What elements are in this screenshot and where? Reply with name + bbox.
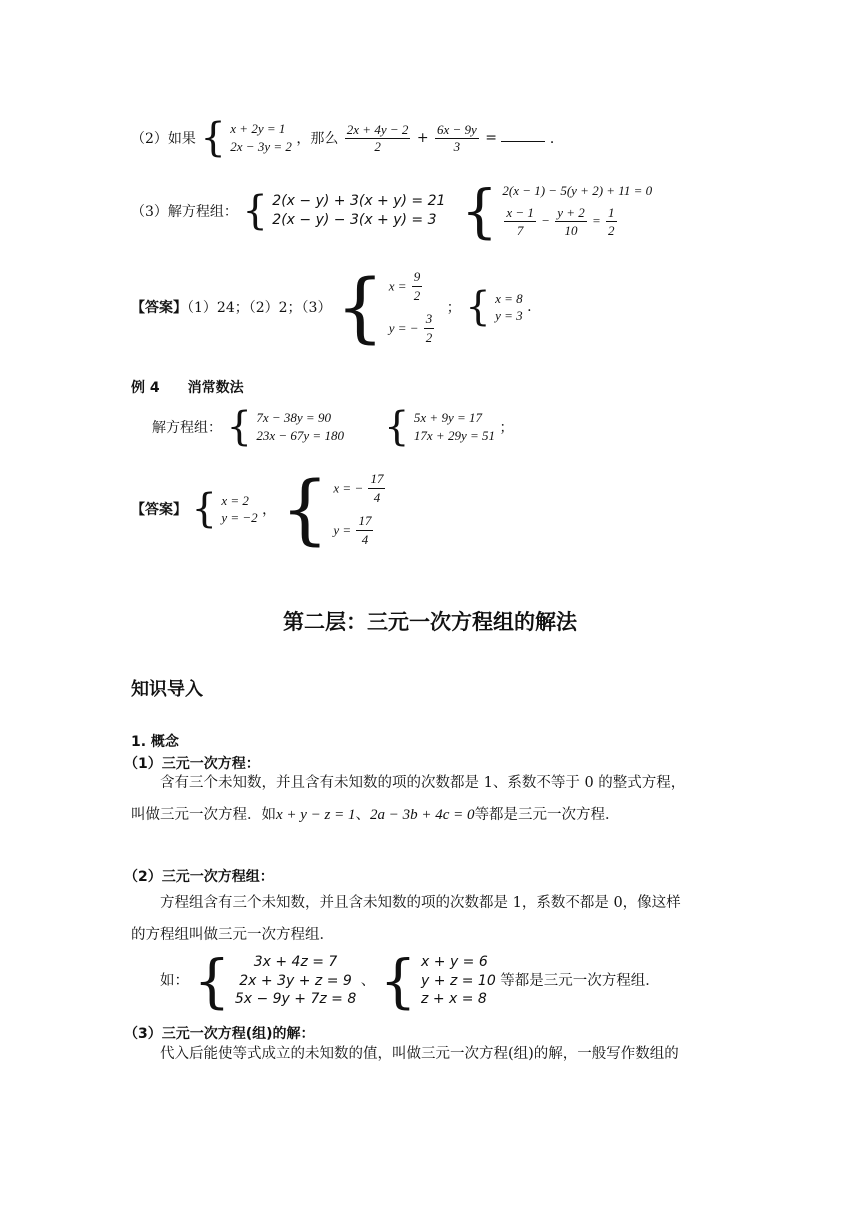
fraction-numerator: x − 1 xyxy=(506,204,534,220)
equation-system-b xyxy=(461,177,653,245)
equation: 2(x − y) − 3(x + y) = 3 xyxy=(272,212,437,228)
separator: 、 xyxy=(355,807,371,823)
answer-text: （1）24；（2）2；（3） xyxy=(187,300,332,317)
brace: { xyxy=(280,464,329,554)
equation-system xyxy=(414,409,495,444)
equation-lhs: y = − xyxy=(388,320,419,336)
fraction xyxy=(424,310,435,346)
solution-line xyxy=(389,310,437,346)
period: ． xyxy=(549,131,564,147)
equals-sign: = xyxy=(591,212,601,228)
question-3 xyxy=(131,188,446,234)
question-2 xyxy=(131,115,564,161)
fraction-denominator: 10 xyxy=(555,221,587,240)
solution-line xyxy=(333,470,387,506)
equation: 17x + 29y = 51 xyxy=(413,428,495,443)
subheading-2: （2）三元一次方程组： xyxy=(124,869,274,885)
inline-equation: 2a − 3b + 4c = 0 xyxy=(370,807,475,823)
equation: 2(x − 1) − 5(y + 2) + 11 = 0 xyxy=(502,183,653,199)
equation-system xyxy=(256,409,344,444)
brace: { xyxy=(226,404,252,450)
equation-system xyxy=(230,120,292,155)
fraction-denominator: 3 xyxy=(435,138,479,155)
brace: { xyxy=(461,177,498,245)
separator: ； xyxy=(499,420,514,436)
solution-line: x = 8 xyxy=(495,290,523,306)
fraction xyxy=(345,122,411,155)
brace: { xyxy=(384,404,410,450)
plus-sign: + xyxy=(416,130,429,146)
fraction-numerator: 1 xyxy=(608,204,615,220)
equation xyxy=(502,204,652,240)
equation: y + z = 10 xyxy=(421,972,496,989)
fraction-denominator: 7 xyxy=(504,221,536,240)
fraction-denominator: 2 xyxy=(608,223,615,239)
inline-equation: x + y − z = 1 xyxy=(276,807,356,823)
question-3-prefix: （3）解方程组： xyxy=(131,204,238,220)
paragraph-text: 等都是三元一次方程． xyxy=(474,807,620,823)
paragraph-1-line-1: 含有三个未知数，并且含有未知数的项的次数都是 1、系数不等于 0 的整式方程， xyxy=(160,775,686,791)
concept-heading: 1. 概念 xyxy=(131,734,179,750)
question-2-middle: ，那么 xyxy=(296,131,339,147)
period: . xyxy=(527,299,532,316)
equation-lhs: x = − xyxy=(333,480,364,496)
equation: 2x − 3y = 2 xyxy=(230,139,292,154)
brace: { xyxy=(193,947,231,1015)
equation: 23x − 67y = 180 xyxy=(256,428,344,443)
equation: 5x − 9y + 7z = 8 xyxy=(234,991,357,1008)
equals-sign: = xyxy=(485,130,498,146)
equation-lhs: y = xyxy=(333,522,352,538)
example-4-title: 例 4 消常数法 xyxy=(131,380,244,396)
fraction-numerator: 9 xyxy=(413,269,421,284)
fraction-denominator: 4 xyxy=(368,488,385,507)
equation: 2(x − y) + 3(x + y) = 21 xyxy=(272,193,446,210)
fraction xyxy=(606,204,617,240)
subheading-3: （3）三元一次方程(组)的解： xyxy=(124,1026,315,1042)
equation-lhs: x = xyxy=(388,278,407,294)
fraction-numerator: 17 xyxy=(358,513,372,529)
answer-label: 【答案】 xyxy=(131,502,187,519)
fraction-numerator: 2x + 4y − 2 xyxy=(346,121,409,137)
solution-system xyxy=(389,268,437,346)
solution-line: y = −2 xyxy=(221,510,258,526)
equation-system xyxy=(502,182,652,240)
fraction xyxy=(435,122,479,155)
example-systems xyxy=(160,947,660,1015)
solution-line: y = 3 xyxy=(495,308,523,324)
answer-1 xyxy=(131,262,532,352)
equation: 7x − 38y = 90 xyxy=(256,410,331,426)
brace: { xyxy=(335,262,385,352)
example-4-system-b xyxy=(384,404,514,450)
solution-line xyxy=(333,512,387,548)
paragraph-text: 等都是三元一次方程组． xyxy=(500,972,660,989)
fraction-denominator: 2 xyxy=(345,138,411,155)
solution-system xyxy=(333,470,387,548)
equation: x + y = 6 xyxy=(421,953,488,970)
answer-2 xyxy=(131,464,387,554)
fraction xyxy=(368,470,385,506)
example-4 xyxy=(152,404,344,450)
brace: { xyxy=(379,947,417,1015)
answer-blank xyxy=(501,127,545,142)
paragraph-2-line-1: 方程组含有三个未知数，并且含未知数的项的次数都是 1，系数不都是 0，像这样 xyxy=(160,895,681,911)
fraction-numerator: 6x − 9y xyxy=(437,121,477,137)
example-prefix: 如： xyxy=(160,972,189,989)
solution-line: x = 2 xyxy=(221,492,249,508)
brace: { xyxy=(191,486,217,533)
question-2-prefix: （2）如果 xyxy=(131,131,196,147)
fraction-numerator: 3 xyxy=(425,311,433,327)
minus-sign: − xyxy=(541,212,550,228)
equation-system xyxy=(272,192,445,230)
fraction xyxy=(412,268,423,304)
paragraph-1-line-2 xyxy=(131,808,620,823)
brace: { xyxy=(242,188,268,234)
paragraph-2-line-2: 的方程组叫做三元一次方程组． xyxy=(131,927,334,943)
fraction-denominator: 2 xyxy=(413,287,421,303)
example-4-prefix: 解方程组： xyxy=(152,420,222,436)
subheading-1: （1）三元一次方程： xyxy=(124,756,260,772)
paragraph-3-line-1: 代入后能使等式成立的未知数的值，叫做三元一次方程(组)的解，一般写作数组的 xyxy=(160,1046,679,1062)
knowledge-heading: 知识导入 xyxy=(131,679,203,700)
solution-system xyxy=(495,290,523,325)
equation-system xyxy=(235,953,356,1010)
paragraph-text: 叫做三元一次方程．如 xyxy=(131,807,276,823)
equation: 3x + 4z = 7 xyxy=(253,953,338,970)
equation: 2x + 3y + z = 9 xyxy=(239,972,352,989)
fraction-denominator: 4 xyxy=(356,530,373,549)
equation-system xyxy=(421,953,496,1010)
fraction-denominator: 2 xyxy=(425,329,433,345)
separator: 、 xyxy=(360,972,376,989)
fraction-numerator: 17 xyxy=(370,471,384,486)
brace: { xyxy=(465,284,491,331)
equation: 5x + 9y = 17 xyxy=(413,410,482,426)
separator: ， xyxy=(262,502,277,519)
brace: { xyxy=(200,115,226,161)
fraction xyxy=(504,204,536,240)
section-title: 第二层：三元一次方程组的解法 xyxy=(283,610,577,634)
solution-line xyxy=(389,268,437,304)
solution-system xyxy=(221,492,257,527)
fraction xyxy=(555,204,587,240)
answer-label: 【答案】 xyxy=(131,300,187,317)
separator: ； xyxy=(446,300,461,317)
fraction-numerator: y + 2 xyxy=(557,204,585,220)
fraction xyxy=(356,512,373,548)
equation: z + x = 8 xyxy=(421,991,487,1008)
equation: x + 2y = 1 xyxy=(230,121,286,137)
